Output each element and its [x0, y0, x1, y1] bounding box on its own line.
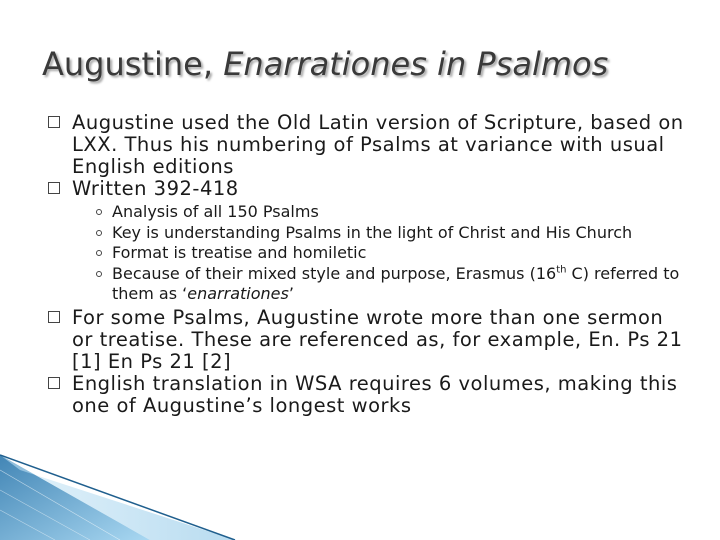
sub-bullet-text-a: Because of their mixed style and purpose, Erasmus (16 [112, 263, 557, 283]
square-bullet-icon [48, 311, 60, 323]
sub-bullet-text: Format is treatise and homiletic [112, 243, 367, 262]
circle-bullet-icon [96, 271, 102, 277]
sub-bullet-item [96, 243, 688, 264]
sub-bullet-text-c: ’ [288, 284, 294, 303]
square-bullet-icon [48, 116, 60, 128]
bullet-list [48, 112, 688, 417]
bullet-text: English translation in WSA requires 6 volumes, making this one of Augustine’s longest works [72, 371, 678, 417]
bullet-text: Augustine used the Old Latin version of Scripture, based on LXX. Thus his numbering of Psalms at variance with usual English editions [72, 111, 684, 178]
title-italic: Enarrationes in Psalmos [223, 45, 609, 83]
bullet-item [48, 178, 688, 200]
title-prefix: Augustine, [42, 45, 224, 83]
circle-bullet-icon [96, 250, 102, 256]
slide-title [42, 44, 608, 84]
bullet-item [48, 112, 688, 178]
sub-bullet-item [96, 202, 688, 223]
sub-bullet-text-b: C) referred to them as ‘ [112, 263, 680, 303]
bullet-text: For some Psalms, Augustine wrote more than one sermon or treatise. These are referenced as, for example, En. Ps 21 [1] En Ps 21 [2] [72, 305, 683, 373]
sub-bullet-text: Analysis of all 150 Psalms [112, 202, 319, 221]
square-bullet-icon [48, 377, 60, 389]
bullet-item [48, 307, 688, 373]
circle-bullet-icon [96, 209, 102, 215]
bullet-text: Written 392-418 [72, 177, 239, 200]
superscript-th: th [556, 264, 567, 276]
circle-bullet-icon [96, 230, 102, 236]
italic-enarrationes: enarrationes [187, 284, 289, 303]
sub-bullet-list [48, 202, 688, 305]
sub-bullet-item [96, 223, 688, 244]
sub-bullet-item [96, 264, 688, 305]
square-bullet-icon [48, 182, 60, 194]
bullet-item [48, 373, 688, 417]
sub-bullet-text: Key is understanding Psalms in the light of Christ and His Church [112, 222, 633, 242]
